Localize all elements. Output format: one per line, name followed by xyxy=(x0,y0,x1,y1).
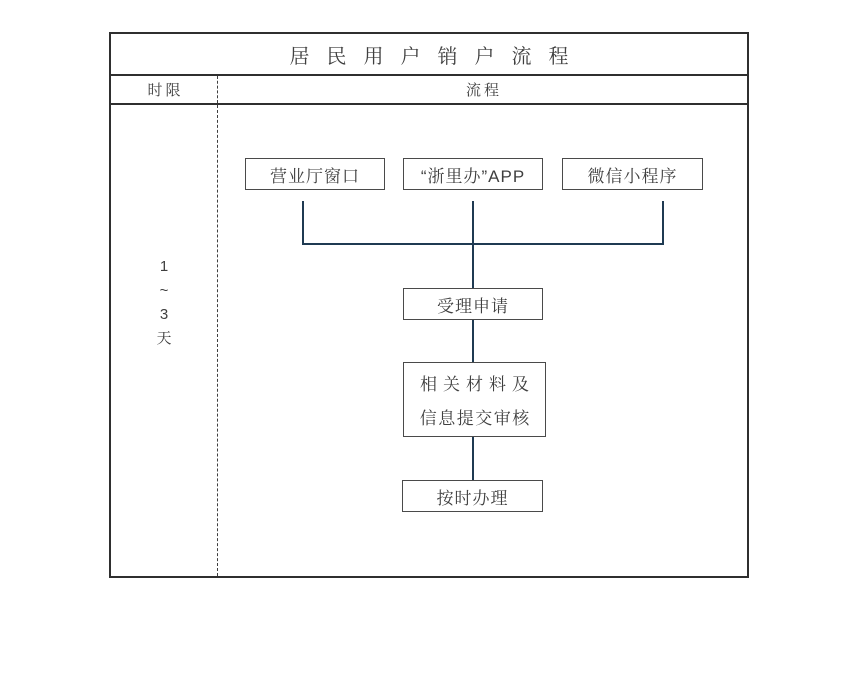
step-material-line-1: 相关材料及 xyxy=(420,375,535,394)
step-material-line-2: 信息提交审核 xyxy=(419,409,531,428)
column-header-time-limit: 时限 xyxy=(111,76,218,103)
time-limit-value-line: 3 xyxy=(159,306,169,323)
entry-box-wechat-mini-program: 微信小程序 xyxy=(562,158,703,190)
connector-business-hall-line xyxy=(302,201,304,245)
time-limit-value-line: ~ xyxy=(159,282,169,299)
connector-accept-to-material-line xyxy=(472,320,474,363)
step-box-material-review xyxy=(403,362,546,437)
connector-material-to-ontime-line xyxy=(472,437,474,481)
column-header-process: 流程 xyxy=(465,82,502,99)
page-title: 居民用户销户流程 xyxy=(289,45,586,68)
time-limit-cell xyxy=(111,105,218,576)
time-limit-value-line: 1 xyxy=(159,258,169,275)
entry-box-zheliban-app: “浙里办”APP xyxy=(403,158,543,190)
connector-center-line xyxy=(472,201,474,289)
entry-box-business-hall: 营业厅窗口 xyxy=(245,158,385,190)
table-title-row xyxy=(111,34,747,76)
step-box-accept-application: 受理申请 xyxy=(403,288,543,320)
connector-wechat-line xyxy=(662,201,664,245)
time-limit-value xyxy=(111,255,217,351)
table-header-row xyxy=(111,76,747,105)
step-box-ontime-handling: 按时办理 xyxy=(402,480,543,512)
connector-merge-line xyxy=(302,243,664,245)
time-limit-value-line: 天 xyxy=(156,330,172,347)
